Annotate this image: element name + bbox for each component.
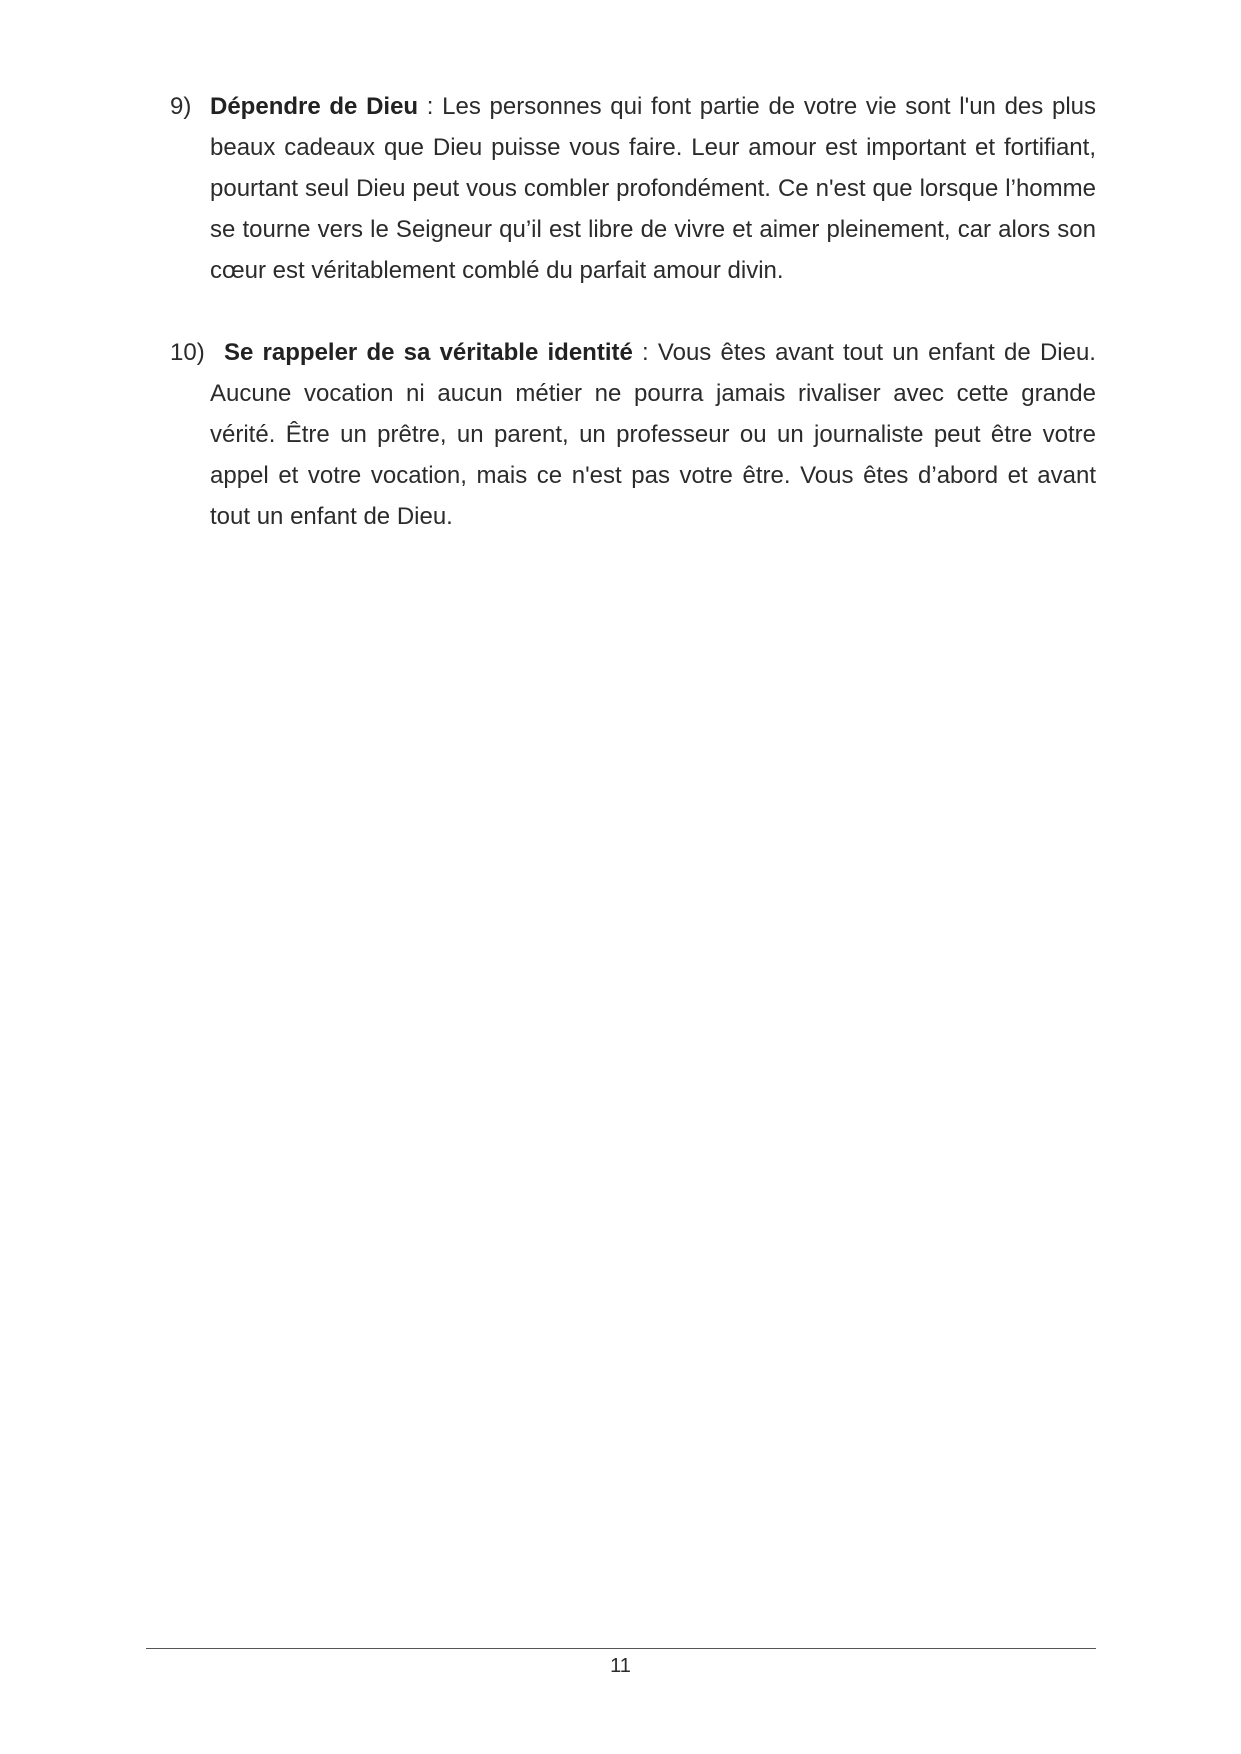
list-item bbox=[170, 86, 1096, 291]
numbered-list bbox=[170, 86, 1096, 537]
list-item bbox=[170, 332, 1096, 537]
item-number: 10) bbox=[170, 339, 205, 366]
item-separator: : bbox=[632, 339, 658, 366]
item-title: Se rappeler de sa véritable identité bbox=[224, 339, 633, 366]
item-title: Dépendre de Dieu bbox=[210, 93, 419, 120]
item-number: 9) bbox=[170, 93, 192, 120]
footer-divider bbox=[146, 1648, 1096, 1649]
item-text: Vous êtes avant tout un enfant de Dieu. Aucune vocation ni aucun métier ne pourra jamais rivaliser avec cette grande vérité. Être un prêtre, un parent, un professeur ou un journaliste peut être votre appel et votre vocation, mais ce n'est pas votre être. Vous êtes d’abord et avant tout un enfant de Dieu. bbox=[210, 339, 1096, 530]
item-text: Les personnes qui font partie de votre vie sont l'un des plus beaux cadeaux que Dieu puisse vous faire. Leur amour est important et fortifiant, pourtant seul Dieu peut vous combler profondément. Ce n'est que lorsque l’homme se tourne vers le Seigneur qu’il est libre de vivre et aimer pleinement, car alors son cœur est véritablement comblé du parfait amour divin. bbox=[210, 93, 1096, 284]
page-number: 11 bbox=[610, 1655, 631, 1677]
item-separator: : bbox=[418, 93, 443, 120]
